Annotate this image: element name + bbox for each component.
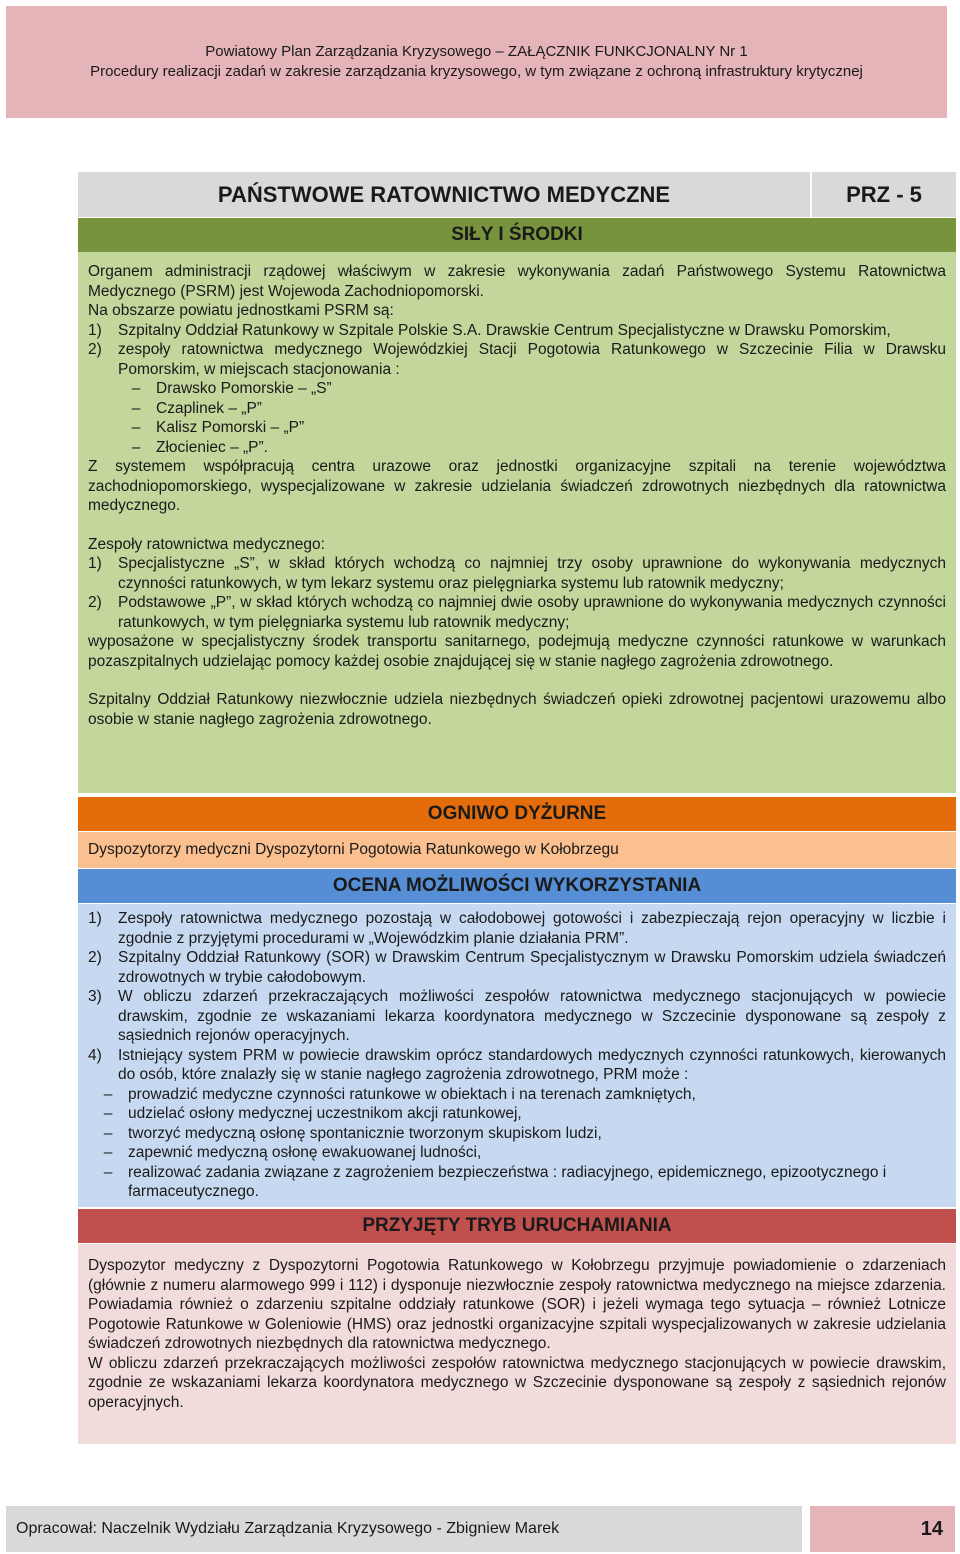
tryb-section <box>78 1244 956 1444</box>
page-footer <box>6 1506 955 1552</box>
dash-bullet: – <box>131 380 141 397</box>
list-text: Zespoły ratownictwa medycznego pozostają w całodobowej gotowości i zabezpieczają rejon operacyjny w liczbie i zgodnie z przyjętymi procedurami w „Wojewódzkim planie działania PRM”. <box>118 910 946 947</box>
location-item <box>88 399 946 419</box>
dash-bullet: – <box>103 1163 113 1181</box>
list-number: 2) <box>88 949 102 966</box>
dash-bullet: – <box>103 1124 113 1142</box>
tryb-paragraph-1: Dyspozytor medyczny z Dyspozytorni Pogotowia Ratunkowego w Kołobrzegu przyjmuje powiadomienie o zdarzeniach (głównie z numeru alarmowego 999 i 112) i dysponuje niezwłocznie zespoły ratownictwa medycznego na miejsce zdarzenia. Powiadamia również o zdarzeniu szpitalne oddziały ratunkowe (SOR) i jeżeli wymaga tego sytuacja – również Lotnicze Pogotowie Ratunkowe w Goleniowie (HMS) oraz jednostki organizacyjne szpitali wyspecjalizowanych w zakresie udzielania świadczeń zdrowotnych niezbędnych dla ratownictwa medycznego. <box>88 1257 946 1352</box>
dash-bullet: – <box>131 419 141 436</box>
list-text: Szpitalny Oddział Ratunkowy w Szpitale Polskie S.A. Drawskie Centrum Specjalistyczne w Drawsku Pomorskim, <box>118 321 891 339</box>
sily-paragraph-2: Na obszarze powiatu jednostkami PSRM są: <box>88 302 394 319</box>
sily-paragraph-5: Szpitalny Oddział Ratunkowy niezwłocznie udziela niezbędnych świadczeń opieki zdrowotnej pacjentowi urazowemu albo osobie w stanie nagłego zagrożenia zdrowotnego. <box>88 691 946 728</box>
ability-text: realizować zadania związane z zagrożeniem bezpieczeństwa : radiacyjnego, epidemicznego, epizootycznego i farmaceutycznego. <box>128 1163 887 1200</box>
location-text: Złocieniec – „P”. <box>156 438 268 456</box>
ocena-section <box>78 904 956 1207</box>
list-item <box>88 987 946 1046</box>
sily-heading: SIŁY I ŚRODKI <box>78 218 956 252</box>
sily-paragraph-4: wyposażone w specjalistyczny środek transportu sanitarnego, podejmują medyczne czynności ratunkowe w warunkach pozaszpitalnych udzielając pomocy każdej osobie znajdującej się w stanie nagłego zagrożenia zdrowotnego. <box>88 633 946 670</box>
tryb-heading: PRZYJĘTY TRYB URUCHAMIANIA <box>78 1209 956 1243</box>
ability-text: zapewnić medyczną osłonę ewakuowanej ludności, <box>128 1144 482 1161</box>
dash-bullet: – <box>103 1144 113 1161</box>
header-line-1: Powiatowy Plan Zarządzania Kryzysowego – ZAŁĄCZNIK FUNKCJONALNY Nr 1 <box>205 43 748 60</box>
sily-paragraph-3: Z systemem współpracują centra urazowe oraz jednostki organizacyjne szpitali na terenie województwa zachodniopomorskiego, wyspecjalizowane w zakresie udzielania świadczeń zdrowotnych niezbędnych dla ratownictwa medycznego. <box>88 458 946 514</box>
location-text: Czaplinek – „P” <box>156 399 262 417</box>
location-text: Drawsko Pomorskie – „S” <box>156 380 332 397</box>
dash-bullet: – <box>103 1085 113 1103</box>
list-number: 2) <box>88 341 102 358</box>
list-number: 1) <box>88 910 102 927</box>
ability-text: prowadzić medyczne czynności ratunkowe w obiektach i na terenach zamkniętych, <box>128 1085 696 1103</box>
ogniwo-heading: OGNIWO DYŻURNE <box>78 797 956 831</box>
list-text: W obliczu zdarzeń przekraczających możliwości zespołów ratownictwa medycznego stacjonujących w powiecie drawskim, zgodnie ze wskazaniami lekarza koordynatora medycznego w Szczecinie dysponowane są zespoły z sąsiednich rejonów operacyjnych. <box>118 988 946 1044</box>
list-text: Szpitalny Oddział Ratunkowy (SOR) w Drawskim Centrum Specjalistycznym w Drawsku Pomorskim udziela świadczeń zdrowotnych w trybie całodobowym. <box>118 949 946 986</box>
procedure-code: PRZ - 5 <box>812 172 956 217</box>
title-bar <box>78 172 956 217</box>
location-text: Kalisz Pomorski – „P” <box>156 419 305 436</box>
page-title: PAŃSTWOWE RATOWNICTWO MEDYCZNE <box>78 172 810 217</box>
teams-heading: Zespoły ratownictwa medycznego: <box>88 535 325 553</box>
list-item <box>88 948 946 987</box>
ability-item <box>88 1085 946 1105</box>
dash-bullet: – <box>103 1105 113 1122</box>
list-item <box>88 340 946 379</box>
ability-item <box>88 1143 946 1163</box>
ability-item <box>88 1104 946 1124</box>
list-number: 1) <box>88 555 102 572</box>
sily-paragraph-1: Organem administracji rządowej właściwym w zakresie wykonywania zadań Państwowego Systemu Ratownictwa Medycznego (PSRM) jest Wojewoda Zachodniopomorski. <box>88 263 946 300</box>
page-header <box>6 6 947 118</box>
list-text: Podstawowe „P”, w skład których wchodzą co najmniej dwie osoby uprawnione do wykonywania medycznych czynności ratunkowych, w tym pielęgniarka systemu lub ratownik medyczny; <box>118 594 946 631</box>
location-item <box>88 418 946 438</box>
dash-bullet: – <box>131 438 141 456</box>
location-item <box>88 438 946 458</box>
header-line-2: Procedury realizacji zadań w zakresie zarządzania kryzysowego, w tym związane z ochroną infrastruktury krytycznej <box>90 63 863 80</box>
dash-bullet: – <box>131 399 141 417</box>
ocena-heading: OCENA MOŻLIWOŚCI WYKORZYSTANIA <box>78 869 956 903</box>
ogniwo-text: Dyspozytorzy medyczni Dyspozytorni Pogotowia Ratunkowego w Kołobrzegu <box>78 832 956 868</box>
sily-section <box>78 252 956 793</box>
list-text: Istniejący system PRM w powiecie drawskim oprócz standardowych medycznych czynności ratunkowych, kierowanych do osób, które znalazły się w stanie nagłego zagrożenia zdrowotnego, PRM może : <box>118 1046 946 1083</box>
list-item <box>88 593 946 632</box>
location-item <box>88 379 946 399</box>
list-item <box>88 321 946 341</box>
list-item <box>88 1046 946 1085</box>
list-item <box>88 554 946 593</box>
ability-text: tworzyć medyczną osłonę spontanicznie tworzonym skupiskom ludzi, <box>128 1124 602 1142</box>
footer-author: Opracował: Naczelnik Wydziału Zarządzania Kryzysowego - Zbigniew Marek <box>6 1506 802 1552</box>
list-text: Specjalistyczne „S”, w skład których wchodzą co najmniej trzy osoby uprawnione do wykonywania medycznych czynności ratunkowych, w tym lekarz systemu oraz pielęgniarka systemu lub ratownik medyczny; <box>118 555 946 592</box>
ability-item <box>88 1163 946 1202</box>
list-number: 2) <box>88 594 102 611</box>
list-text: zespoły ratownictwa medycznego Wojewódzkiej Stacji Pogotowia Ratunkowego w Szczecinie Filia w Drawsku Pomorskim, w miejscach stacjonowania : <box>118 341 946 378</box>
ability-item <box>88 1124 946 1144</box>
page-number: 14 <box>810 1506 955 1552</box>
list-number: 3) <box>88 988 102 1005</box>
list-number: 1) <box>88 321 102 339</box>
list-number: 4) <box>88 1046 102 1064</box>
list-item <box>88 909 946 948</box>
ability-text: udzielać osłony medycznej uczestnikom akcji ratunkowej, <box>128 1105 522 1122</box>
tryb-paragraph-2: W obliczu zdarzeń przekraczających możliwości zespołów ratownictwa medycznego stacjonujących w powiecie drawskim, zgodnie ze wskazaniami lekarza koordynatora medycznego w Szczecinie dysponowane są zespoły z sąsiednich rejonów operacyjnych. <box>88 1354 946 1411</box>
